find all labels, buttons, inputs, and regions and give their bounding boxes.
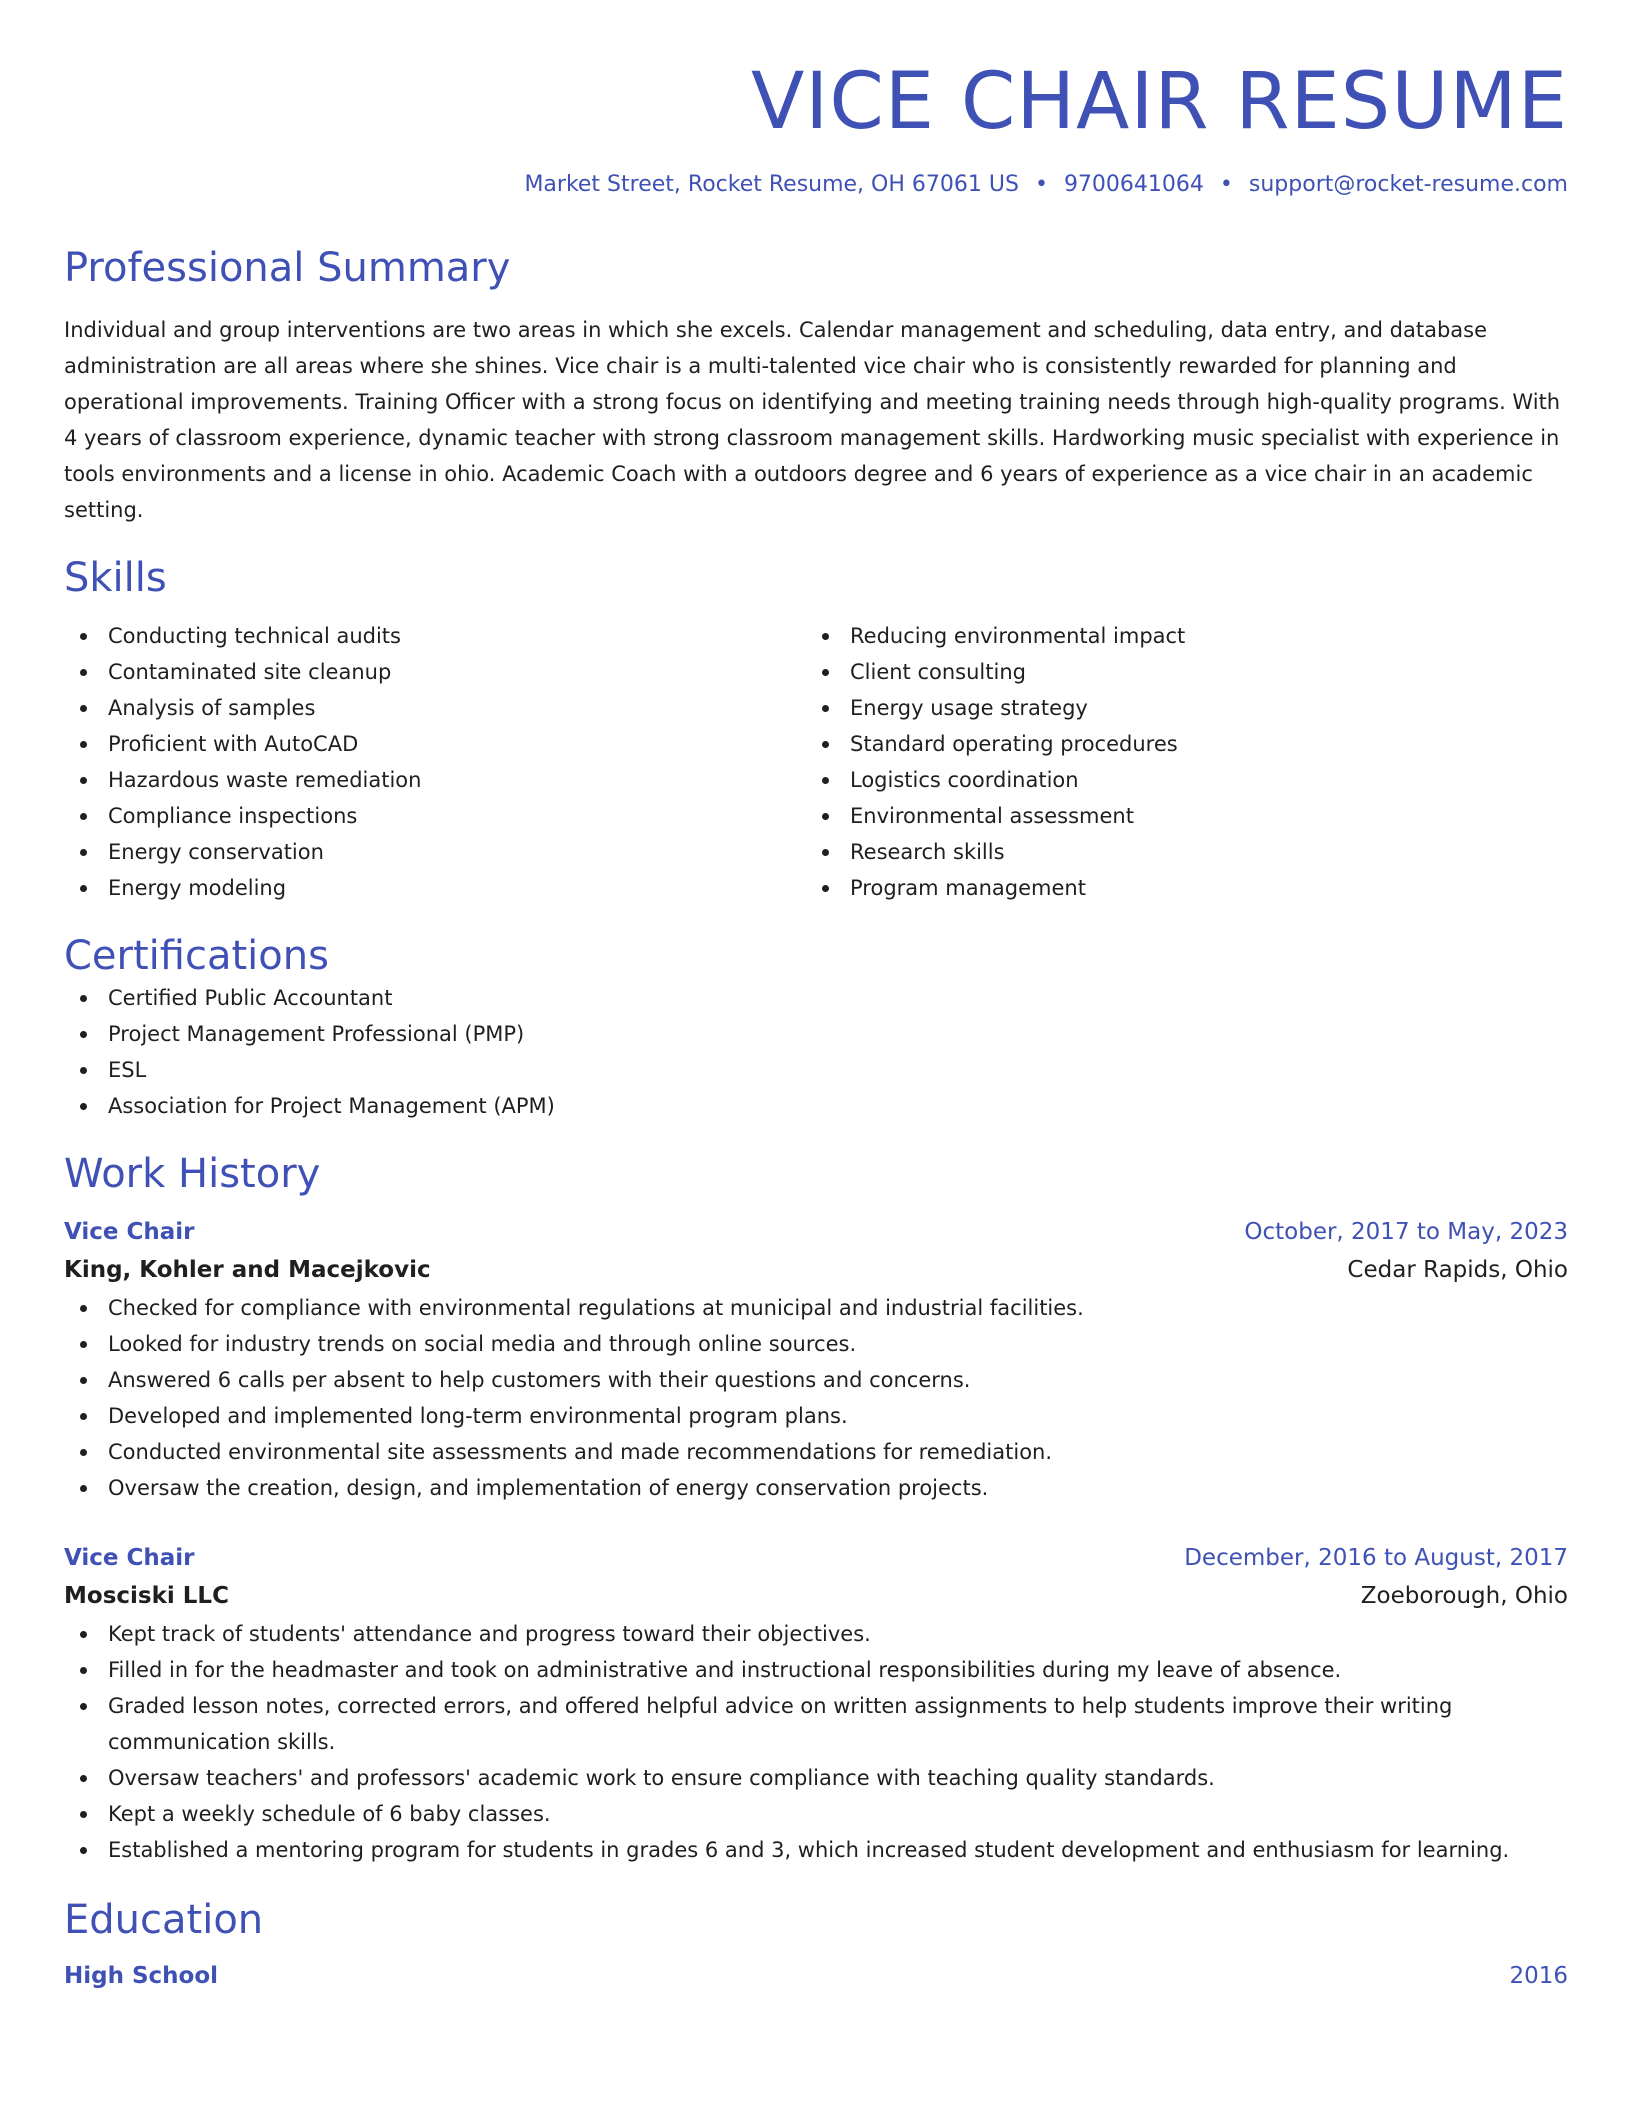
education-row (64, 1958, 1568, 1994)
skill-item: Logistics coordination (806, 762, 1548, 798)
job-company-row (64, 1576, 1568, 1616)
skill-item: Environmental assessment (806, 798, 1548, 834)
skill-item: Client consulting (806, 654, 1548, 690)
job-location: Cedar Rapids, Ohio (1347, 1257, 1568, 1283)
job-company-row (64, 1250, 1568, 1290)
work-history-heading: Work History (64, 1151, 321, 1197)
certification-item: Association for Project Management (APM) (64, 1088, 1568, 1124)
skill-item: Standard operating procedures (806, 726, 1548, 762)
job-entry (64, 1214, 1568, 1506)
contact-separator: • (1219, 172, 1233, 197)
job-duty: Kept a weekly schedule of 6 baby classes. (64, 1796, 1568, 1832)
job-dates: December, 2016 to August, 2017 (1184, 1545, 1568, 1571)
contact-email[interactable]: support@rocket-resume.com (1248, 172, 1568, 197)
skill-item: Hazardous waste remediation (64, 762, 806, 798)
education-year: 2016 (1509, 1963, 1568, 1989)
contact-phone: 9700641064 (1063, 172, 1204, 197)
job-entry (64, 1540, 1568, 1868)
job-duty: Filled in for the headmaster and took on administrative and instructional responsibilities during my leave of absence. (64, 1652, 1568, 1688)
job-dates: October, 2017 to May, 2023 (1244, 1219, 1568, 1245)
skill-item: Energy conservation (64, 834, 806, 870)
job-header-row (64, 1540, 1568, 1576)
contact-separator: • (1034, 172, 1048, 197)
job-title: Vice Chair (64, 1219, 195, 1245)
skill-item: Conducting technical audits (64, 618, 806, 654)
job-duty: Conducted environmental site assessments and made recommendations for remediation. (64, 1434, 1568, 1470)
education-degree: High School (64, 1963, 219, 1989)
job-duty: Oversaw the creation, design, and implementation of energy conservation projects. (64, 1470, 1568, 1506)
job-header-row (64, 1214, 1568, 1250)
job-title: Vice Chair (64, 1545, 195, 1571)
skill-item: Analysis of samples (64, 690, 806, 726)
job-company: King, Kohler and Macejkovic (64, 1257, 431, 1283)
skill-item: Energy usage strategy (806, 690, 1548, 726)
contact-line (64, 170, 1568, 200)
skills-heading: Skills (64, 555, 167, 601)
summary-text: Individual and group interventions are two areas in which she excels. Calendar management and scheduling, data entry, and database administration are all areas where she shines. Vice chair is a multi-talented vice chair who is consistently rewarded for planning and operational improvements. Training Officer with a strong focus on identifying and meeting training needs through high-quality programs. With 4 years of classroom experience, dynamic teacher with strong classroom management skills. Hardworking music specialist with experience in tools environments and a license in ohio. Academic Coach with a outdoors degree and 6 years of experience as a vice chair in an academic setting. (64, 318, 1561, 522)
job-duty: Looked for industry trends on social media and through online sources. (64, 1326, 1568, 1362)
job-duties-list (64, 1290, 1568, 1506)
job-duty: Developed and implemented long-term environmental program plans. (64, 1398, 1568, 1434)
job-company: Mosciski LLC (64, 1583, 229, 1609)
job-duty: Oversaw teachers' and professors' academic work to ensure compliance with teaching quality standards. (64, 1760, 1568, 1796)
skill-item: Program management (806, 870, 1548, 906)
resume-title: VICE CHAIR RESUME (750, 57, 1568, 147)
certifications-list (64, 980, 1568, 1124)
job-duty: Checked for compliance with environmental regulations at municipal and industrial facilities. (64, 1290, 1568, 1326)
certification-item: Project Management Professional (PMP) (64, 1016, 1568, 1052)
job-duty: Kept track of students' attendance and progress toward their objectives. (64, 1616, 1568, 1652)
skills-right-list (806, 618, 1548, 906)
skill-item: Energy modeling (64, 870, 806, 906)
job-duty: Graded lesson notes, corrected errors, and offered helpful advice on written assignments to help students improve their writing communication skills. (64, 1688, 1568, 1760)
skill-item: Compliance inspections (64, 798, 806, 834)
skill-item: Reducing environmental impact (806, 618, 1548, 654)
certification-item: Certified Public Accountant (64, 980, 1568, 1016)
job-location: Zoeborough, Ohio (1360, 1583, 1568, 1609)
skill-item: Proficient with AutoCAD (64, 726, 806, 762)
skill-item: Contaminated site cleanup (64, 654, 806, 690)
certification-item: ESL (64, 1052, 1568, 1088)
skill-item: Research skills (806, 834, 1548, 870)
certifications-heading: Certifications (64, 933, 329, 979)
contact-address: Market Street, Rocket Resume, OH 67061 US (524, 172, 1019, 197)
job-duties-list (64, 1616, 1568, 1868)
skills-grid (64, 618, 1568, 906)
job-duty: Answered 6 calls per absent to help customers with their questions and concerns. (64, 1362, 1568, 1398)
skills-left-list (64, 618, 806, 906)
summary-heading: Professional Summary (64, 245, 511, 291)
education-heading: Education (64, 1897, 264, 1943)
job-duty: Established a mentoring program for students in grades 6 and 3, which increased student development and enthusiasm for learning. (64, 1832, 1568, 1868)
